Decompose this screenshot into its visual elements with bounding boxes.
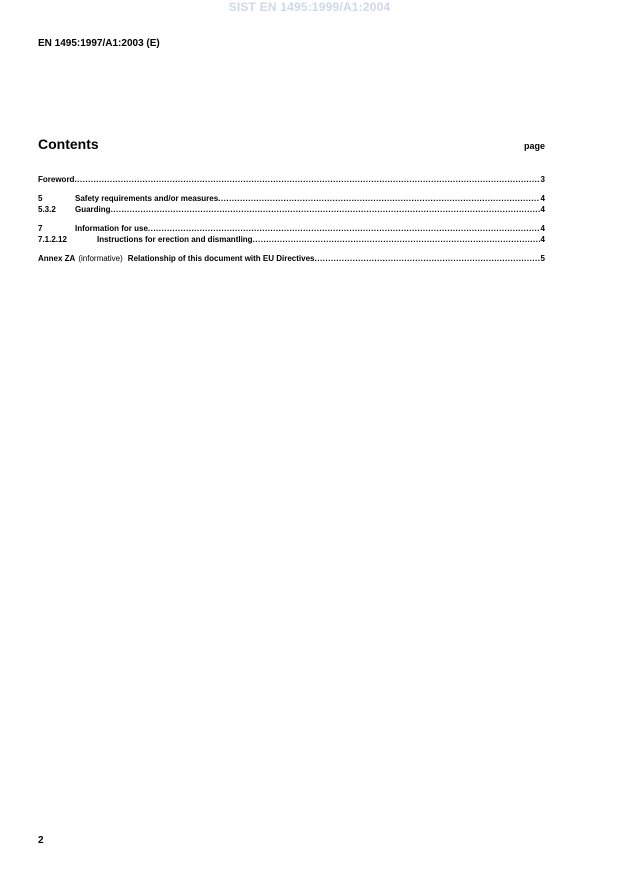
toc-entry-annex-za[interactable] bbox=[38, 254, 545, 265]
toc-entry-page: 4 bbox=[540, 205, 545, 214]
toc-entry-foreword[interactable] bbox=[38, 175, 545, 186]
toc-entry-title: Relationship of this document with EU Directives bbox=[127, 254, 315, 263]
toc-leader-dots bbox=[218, 194, 539, 203]
toc-entry-title: Guarding bbox=[75, 205, 111, 214]
toc-entry-5-3-2[interactable] bbox=[38, 205, 545, 216]
toc-entry-qualifier: (informative) bbox=[78, 254, 123, 263]
toc-entry-number: Annex ZA bbox=[38, 254, 76, 263]
toc-entry-number: 5.3.2 bbox=[38, 205, 56, 214]
toc-entry-number: 5 bbox=[38, 194, 43, 203]
toc-leader-dots bbox=[315, 254, 540, 263]
toc-entry-title: Foreword bbox=[38, 175, 75, 184]
page-number: 2 bbox=[38, 835, 44, 846]
page-column-header: page bbox=[523, 141, 545, 151]
contents-title: Contents bbox=[38, 136, 99, 152]
watermark: SIST EN 1495:1999/A1:2004 bbox=[228, 0, 391, 14]
toc-entry-title: Information for use bbox=[75, 224, 148, 233]
toc-leader-dots bbox=[74, 175, 539, 184]
document-id: EN 1495:1997/A1:2003 (E) bbox=[38, 38, 160, 49]
toc-entry-page: 3 bbox=[540, 175, 545, 184]
toc-entry-page: 4 bbox=[540, 224, 545, 233]
toc-leader-dots bbox=[253, 235, 540, 244]
toc-entry-number: 7 bbox=[38, 224, 43, 233]
toc-entry-title: Instructions for erection and dismantling bbox=[97, 235, 253, 244]
toc-leader-dots bbox=[148, 224, 540, 233]
toc-entry-page: 4 bbox=[540, 235, 545, 244]
toc-entry-page: 4 bbox=[540, 194, 545, 203]
toc-entry-5[interactable] bbox=[38, 194, 545, 205]
toc-entry-title: Safety requirements and/or measures bbox=[75, 194, 219, 203]
toc-entry-page: 5 bbox=[540, 254, 545, 263]
toc-entry-7-1-2-12[interactable] bbox=[38, 235, 545, 246]
toc-entry-7[interactable] bbox=[38, 224, 545, 235]
toc-leader-dots bbox=[111, 205, 540, 214]
toc-entry-number: 7.1.2.12 bbox=[38, 235, 67, 244]
